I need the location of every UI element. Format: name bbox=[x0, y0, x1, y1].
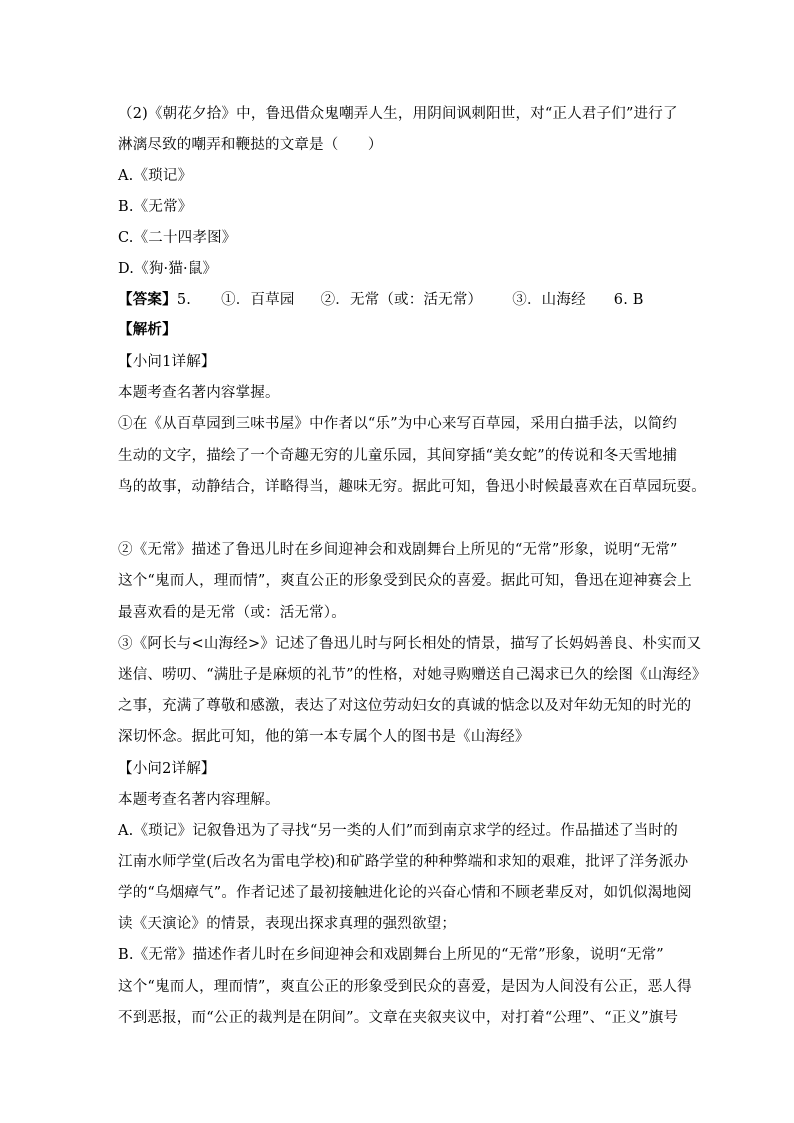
question-stem-line-2: 淋漓尽致的嘲弄和鞭挞的文章是（ ） bbox=[118, 137, 383, 153]
answer-line bbox=[118, 290, 718, 310]
sub1-line: 本题考查名著内容掌握。 bbox=[118, 385, 280, 401]
analysis-header: 【解析】 bbox=[118, 321, 177, 338]
sub2-line: 江南水师学堂(后改名为雷电学校)和矿路学堂的种种弊端和求知的艰难，批评了洋务派办 bbox=[118, 854, 689, 870]
sub1-line: 迷信、唠叨、“满肚子是麻烦的礼节”的性格，对她寻购赠送自己渴求已久的绘图《山海经》 bbox=[118, 667, 707, 683]
answer-label: 【答案】 bbox=[118, 291, 177, 308]
sub2-header: 【小问2详解】 bbox=[118, 761, 216, 777]
option-a: A.《琐记》 bbox=[118, 168, 193, 184]
sub1-line: 生动的文字，描绘了一个奇趣无穷的儿童乐园，其间穿插“美女蛇”的传说和冬天雪地捕 bbox=[118, 448, 678, 464]
sub1-line: ②《无常》描述了鲁迅儿时在乡间迎神会和戏剧舞台上所见的“无常”形象，说明“无常” bbox=[118, 542, 678, 558]
sub1-line: 之事，充满了尊敬和感激，表达了对这位劳动妇女的真诚的惦念以及对年幼无知的时光的 bbox=[118, 698, 692, 714]
sub1-line: 最喜欢看的是无常（或：活无常）。 bbox=[118, 605, 346, 621]
sub1-line: ③《阿长与<山海经>》记述了鲁迅儿时与阿长相处的情景，描写了长妈妈善良、朴实而又 bbox=[118, 636, 702, 652]
question-stem-line-1: （2)《朝花夕拾》中，鲁迅借众鬼嘲弄人生，用阴间讽刺阳世，对“正人君子们”进行了 bbox=[118, 106, 678, 122]
option-b: B.《无常》 bbox=[118, 199, 193, 215]
answer-q6: 6. B bbox=[613, 292, 644, 308]
sub1-line: 这个“鬼而人，理而情”，爽直公正的形象受到民众的喜爱。据此可知，鲁迅在迎神赛会上 bbox=[118, 573, 692, 589]
sub2-line: 不到恶报，而“公正的裁判是在阴间”。文章在夹叙夹议中，对打着“公理”、“正义”旗号 bbox=[118, 1010, 679, 1026]
sub1-line: ①在《从百草园到三味书屋》中作者以“乐”为中心来写百草园，采用白描手法，以简约 bbox=[118, 416, 678, 432]
sub1-line: 鸟的故事，动静结合，详略得当，趣味无穷。据此可知，鲁迅小时候最喜欢在百草园玩耍。 bbox=[118, 479, 706, 495]
sub1-header: 【小问1详解】 bbox=[118, 354, 216, 370]
sub2-line: A.《琐记》记叙鲁迅为了寻找“另一类的人们”而到南京求学的经过。作品描述了当时的 bbox=[118, 823, 678, 839]
sub2-line: 本题考查名著内容理解。 bbox=[118, 792, 280, 808]
answer-q5: 5. bbox=[176, 292, 192, 308]
sub2-line: 学的“乌烟瘴气”。作者记述了最初接触进化论的兴奋心情和不顾老辈反对，如饥似渴地阅 bbox=[118, 885, 692, 901]
option-c: C.《二十四孝图》 bbox=[118, 230, 237, 246]
answer-item-3: ③．山海经 bbox=[512, 292, 586, 308]
answer-item-2: ②．无常（或：活无常） bbox=[320, 292, 483, 308]
sub2-line: B.《无常》描述作者儿时在乡间迎神会和戏剧舞台上所见的“无常”形象，说明“无常” bbox=[118, 947, 664, 963]
sub1-line: 深切怀念。据此可知，他的第一本专属个人的图书是《山海经》 bbox=[118, 729, 530, 745]
sub2-line: 这个“鬼而人，理而情”，爽直公正的形象受到民众的喜爱，是因为人间没有公正，恶人得 bbox=[118, 979, 692, 995]
answer-item-1: ①．百草园 bbox=[221, 292, 295, 308]
sub2-line: 读《天演论》的情景，表现出探求真理的强烈欲望； bbox=[118, 916, 457, 932]
option-d: D.《狗·猫·鼠》 bbox=[118, 261, 218, 277]
